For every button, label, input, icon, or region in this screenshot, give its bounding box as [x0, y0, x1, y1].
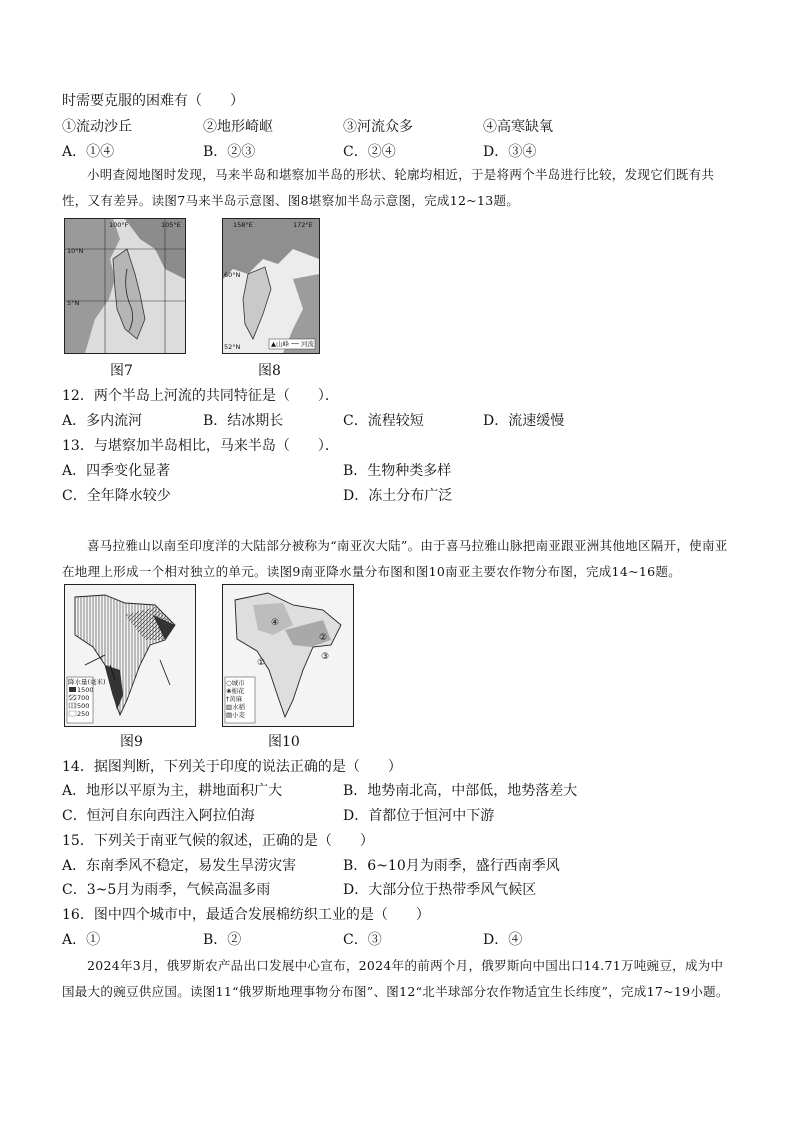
fig8-lon-label-1: 158°E	[233, 221, 253, 229]
fig10-legend-jute: †黄麻	[226, 695, 243, 703]
fig9-legend-500: 500	[77, 702, 90, 710]
q11-option-a: A．①④	[62, 144, 115, 160]
fig8-legend: ▲山峰 ── 河流	[271, 340, 314, 348]
fig9-legend-1500: 1500	[77, 686, 94, 694]
fig8-caption: 图8	[258, 363, 281, 379]
fig8-lon-label-2: 172°E	[293, 221, 313, 229]
q11-option-d: D．③④	[483, 144, 537, 160]
q11-option-b: B．②③	[203, 144, 256, 160]
q11-item-3: ③河流众多	[343, 119, 413, 135]
q14-option-a: A．地形以平原为主，耕地面积广大	[62, 783, 283, 799]
q14-option-c: C．恒河自东向西注入阿拉伯海	[62, 808, 255, 824]
q14-stem: 14．据图判断，下列关于印度的说法正确的是（ ）	[62, 759, 402, 775]
intro-14-16: 喜马拉雅山以南至印度洋的大陆部分被称为“南亚次大陆”。由于喜马拉雅山脉把南亚跟亚洲其他地区隔开，使南亚在地理上形成一个相对独立的单元。读图9南亚降水量分布图和图10南亚主要农作物分布图，完成14~16题。	[62, 538, 728, 579]
q15-stem: 15．下列关于南亚气候的叙述，正确的是（ ）	[62, 833, 374, 849]
fig10-marker-2: ②	[319, 633, 328, 643]
q15-option-c: C．3~5月为雨季，气候高温多雨	[62, 882, 271, 898]
q15-option-a: A．东南季风不稳定，易发生旱涝灾害	[62, 858, 297, 874]
fig7-lon-label-1: 100°F	[109, 221, 129, 229]
q16-stem: 16．图中四个城市中，最适合发展棉纺织工业的是（ ）	[62, 907, 430, 923]
q16-option-a: A．①	[62, 932, 101, 948]
intro-17-19: 2024年3月，俄罗斯农产品出口发展中心宣布，2024年的前两个月，俄罗斯向中国出口14.71万吨豌豆，成为中国最大的豌豆供应国。读图11“俄罗斯地理事物分布图”、图12“北半球部分农作物适宜生长纬度”，完成17~19小题。	[62, 958, 729, 999]
fig7-lon-label-2: 105°E	[161, 221, 181, 229]
q13-option-c: C．全年降水较少	[62, 488, 171, 504]
fig10-marker-4: ④	[271, 618, 280, 628]
fig7-lat-label-2: 5°N	[67, 299, 80, 307]
q16-option-b: B．②	[203, 932, 242, 948]
fig8-lat-label-1: 60°N	[224, 271, 241, 279]
fig9-caption: 图9	[120, 734, 143, 750]
q13-option-a: A．四季变化显著	[62, 463, 171, 479]
fig10-legend-city: ○城市	[226, 679, 245, 687]
q11-stem-tail: 时需要克服的困难有（ ）	[62, 93, 244, 109]
fig10-caption: 图10	[268, 734, 300, 750]
figure-7-malay-peninsula-map	[64, 218, 186, 354]
q15-option-d: D．大部分位于热带季风气候区	[343, 882, 537, 898]
q14-option-b: B．地势南北高，中部低，地势落差大	[343, 783, 578, 799]
figure-8-kamchatka-map	[222, 218, 320, 354]
q11-item-2: ②地形崎岖	[203, 119, 273, 135]
q12-option-d: D．流速缓慢	[483, 413, 565, 429]
q13-option-d: D．冻土分布广泛	[343, 488, 453, 504]
q12-stem: 12．两个半岛上河流的共同特征是（ ）．	[62, 388, 339, 404]
q15-option-b: B．6~10月为雨季，盛行西南季风	[343, 858, 560, 874]
q12-option-c: C．流程较短	[343, 413, 424, 429]
q14-option-d: D．首都位于恒河中下游	[343, 808, 495, 824]
fig10-legend-cotton: ❀棉花	[226, 687, 245, 695]
figure-10-crops-map	[222, 584, 354, 727]
intro-12-13: 小明查阅地图时发现，马来半岛和堪察加半岛的形状、轮廓均相近，于是将两个半岛进行比较，发现它们既有共性，又有差异。读图7马来半岛示意图、图8堪察加半岛示意图，完成12~13题。	[62, 167, 715, 208]
fig10-marker-1: ①	[257, 658, 266, 668]
fig10-legend-wheat: ▤小麦	[226, 711, 246, 719]
q12-option-b: B．结冰期长	[203, 413, 284, 429]
q12-option-a: A．多内流河	[62, 413, 143, 429]
fig10-marker-3: ③	[321, 652, 330, 662]
fig9-legend-700: 700	[77, 694, 90, 702]
fig9-legend-250: 250	[77, 710, 90, 718]
fig7-caption: 图7	[110, 363, 133, 379]
fig9-legend-title: 降水量(毫米)	[68, 678, 106, 686]
q11-item-4: ④高寒缺氧	[483, 119, 553, 135]
q11-item-1: ①流动沙丘	[62, 119, 132, 135]
q16-option-c: C．③	[343, 932, 382, 948]
q16-option-d: D．④	[483, 932, 523, 948]
fig8-lat-label-2: 52°N	[224, 343, 241, 351]
fig7-lat-label-1: 10°N	[67, 247, 84, 255]
q13-option-b: B．生物种类多样	[343, 463, 452, 479]
figure-9-precipitation-map	[64, 584, 196, 727]
q11-option-c: C．②④	[343, 144, 396, 160]
q13-stem: 13．与堪察加半岛相比，马来半岛（ ）．	[62, 438, 339, 454]
fig10-legend-rice: ▥水稻	[226, 703, 246, 711]
